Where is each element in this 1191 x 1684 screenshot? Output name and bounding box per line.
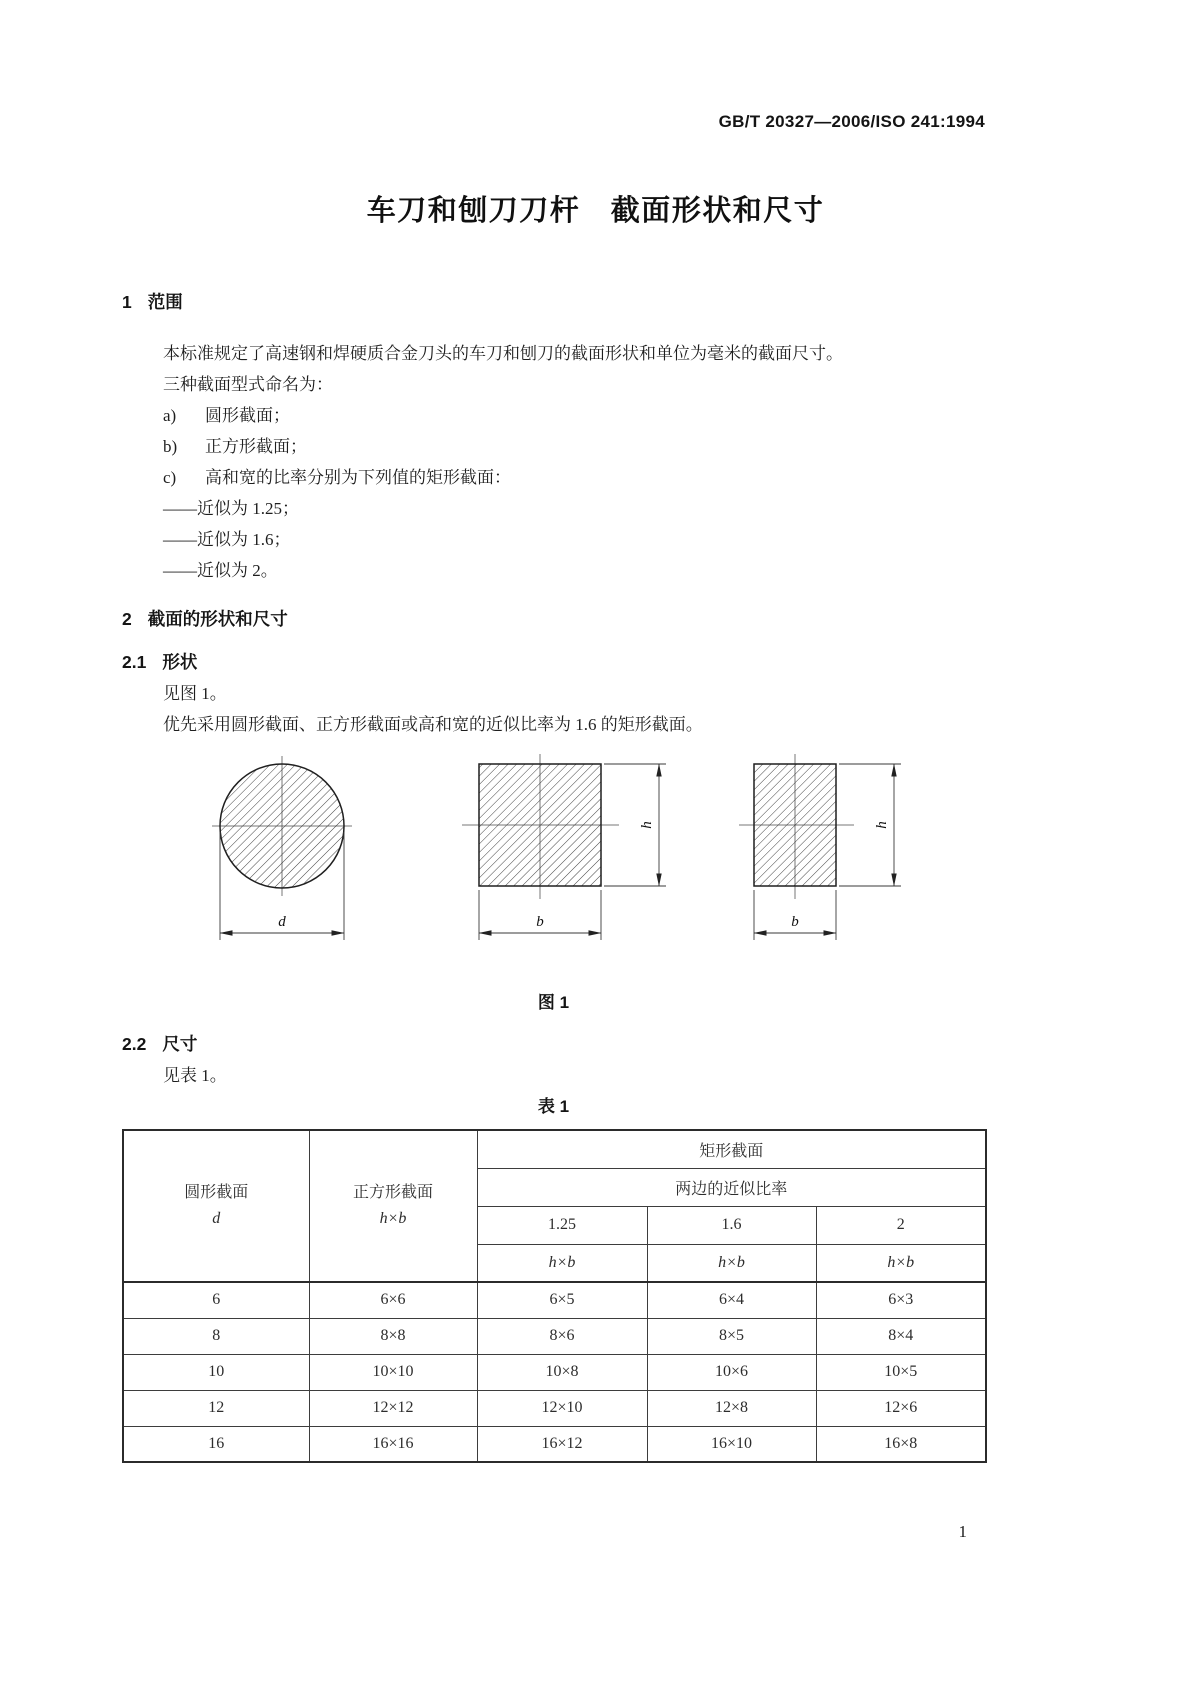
ratio-note-2: ——近似为 1.6；: [163, 530, 291, 549]
list-item-a: [122, 400, 985, 431]
table-cell: 8×4: [816, 1318, 986, 1354]
ratio-note-1: ——近似为 1.25；: [163, 499, 299, 518]
table-cell: 6×3: [816, 1282, 986, 1318]
table-cell: 16: [123, 1426, 309, 1462]
section-2-title: 截面的形状和尺寸: [147, 609, 288, 629]
section-2-number: 2: [122, 609, 132, 629]
table-row: [123, 1282, 986, 1318]
ratio-value-2: 1.6: [647, 1206, 816, 1244]
table-cell: 16×10: [647, 1426, 816, 1462]
rect-section-figure: [739, 754, 901, 940]
ratio-value-3: 2: [816, 1206, 986, 1244]
table-cell: 8×6: [477, 1318, 647, 1354]
page-number: 1: [958, 1522, 967, 1541]
section-1-heading: [122, 287, 985, 318]
standard-code: GB/T 20327—2006/ISO 241:1994: [718, 112, 985, 131]
table-cell: 6×6: [309, 1282, 477, 1318]
table-row: [123, 1426, 986, 1462]
col-header-square: [309, 1130, 477, 1282]
table-cell: 10×10: [309, 1354, 477, 1390]
list-item-c: [122, 462, 985, 493]
table-cell: 12: [123, 1390, 309, 1426]
shape-paragraph-2: 优先采用圆形截面、正方形截面或高和宽的近似比率为 1.6 的矩形截面。: [163, 715, 703, 734]
dim-label-b-rect: b: [790, 914, 799, 930]
scope-paragraph-1: 本标准规定了高速钢和焊硬质合金刀头的车刀和刨刀的截面形状和单位为毫米的截面尺寸。: [163, 344, 843, 363]
table-cell: 10×6: [647, 1354, 816, 1390]
col-header-ratio: 两边的近似比率: [477, 1168, 986, 1206]
table-cell: 6×4: [647, 1282, 816, 1318]
list-item-c-label: c): [163, 468, 177, 487]
list-item-c-text: 高和宽的比率分别为下列值的矩形截面：: [205, 468, 511, 487]
col-header-square-label: 正方形截面: [352, 1184, 433, 1201]
hb-symbol-3: h×b: [816, 1244, 986, 1282]
table-cell: 16×16: [309, 1426, 477, 1462]
col-header-square-symbol: h×b: [379, 1210, 407, 1227]
col-header-rect: 矩形截面: [477, 1130, 986, 1168]
list-item-b-label: b): [163, 437, 178, 456]
list-item-a-text: 圆形截面；: [205, 406, 290, 425]
hb-symbol-1: h×b: [477, 1244, 647, 1282]
square-section-figure: [462, 754, 666, 940]
section-2-heading: [122, 604, 985, 635]
ratio-value-1: 1.25: [477, 1206, 647, 1244]
table-cell: 10×8: [477, 1354, 647, 1390]
col-header-circle-symbol: d: [212, 1210, 221, 1227]
section-2-2-title: 尺寸: [162, 1034, 198, 1054]
figure-1-caption: 图 1: [537, 993, 570, 1012]
col-header-circle: [123, 1130, 309, 1282]
table-cell: 8: [123, 1318, 309, 1354]
table-cell: 12×8: [647, 1390, 816, 1426]
dim-label-h-rect: h: [873, 821, 890, 829]
document-content: [122, 287, 985, 1463]
table-row: [123, 1354, 986, 1390]
table-row: [123, 1318, 986, 1354]
table-cell: 8×5: [647, 1318, 816, 1354]
circle-section-figure: [212, 756, 352, 940]
size-paragraph-1: 见表 1。: [163, 1066, 227, 1085]
col-header-circle-label: 圆形截面: [184, 1184, 249, 1201]
figure-1-container: [204, 754, 904, 971]
section-2-2-heading: [122, 1029, 985, 1060]
scope-paragraph-2: 三种截面型式命名为：: [163, 375, 333, 394]
hb-symbol-2: h×b: [647, 1244, 816, 1282]
table-cell: 16×8: [816, 1426, 986, 1462]
table-row: [123, 1390, 986, 1426]
section-1-number: 1: [122, 292, 132, 312]
table-cell: 12×10: [477, 1390, 647, 1426]
section-2-1-title: 形状: [162, 652, 198, 672]
table-cell: 6×5: [477, 1282, 647, 1318]
table-cell: 12×12: [309, 1390, 477, 1426]
circle-shape: [220, 764, 344, 888]
figure-1-drawing: [204, 754, 904, 966]
dim-label-h: h: [638, 821, 655, 829]
table-1-caption: 表 1: [537, 1097, 570, 1116]
section-1-title: 范围: [147, 292, 183, 312]
ratio-note-3: ——近似为 2。: [163, 561, 278, 580]
shape-paragraph-1: 见图 1。: [163, 684, 227, 703]
list-item-b: [122, 431, 985, 462]
table-header-row-1: [123, 1130, 986, 1168]
section-2-1-number: 2.1: [122, 652, 147, 672]
rect-shape: [754, 764, 836, 886]
list-item-a-label: a): [163, 406, 177, 425]
list-item-b-text: 正方形截面；: [205, 437, 307, 456]
table-cell: 6: [123, 1282, 309, 1318]
table-cell: 10: [123, 1354, 309, 1390]
section-2-1-heading: [122, 647, 985, 678]
table-cell: 10×5: [816, 1354, 986, 1390]
dim-label-b: b: [535, 914, 544, 930]
document-title: 车刀和刨刀刀杆 截面形状和尺寸: [366, 195, 825, 227]
dim-label-d: d: [277, 914, 286, 930]
table-cell: 16×12: [477, 1426, 647, 1462]
section-2-2-number: 2.2: [122, 1034, 147, 1054]
table-1: [122, 1129, 987, 1463]
square-shape: [479, 764, 601, 886]
table-cell: 8×8: [309, 1318, 477, 1354]
table-cell: 12×6: [816, 1390, 986, 1426]
